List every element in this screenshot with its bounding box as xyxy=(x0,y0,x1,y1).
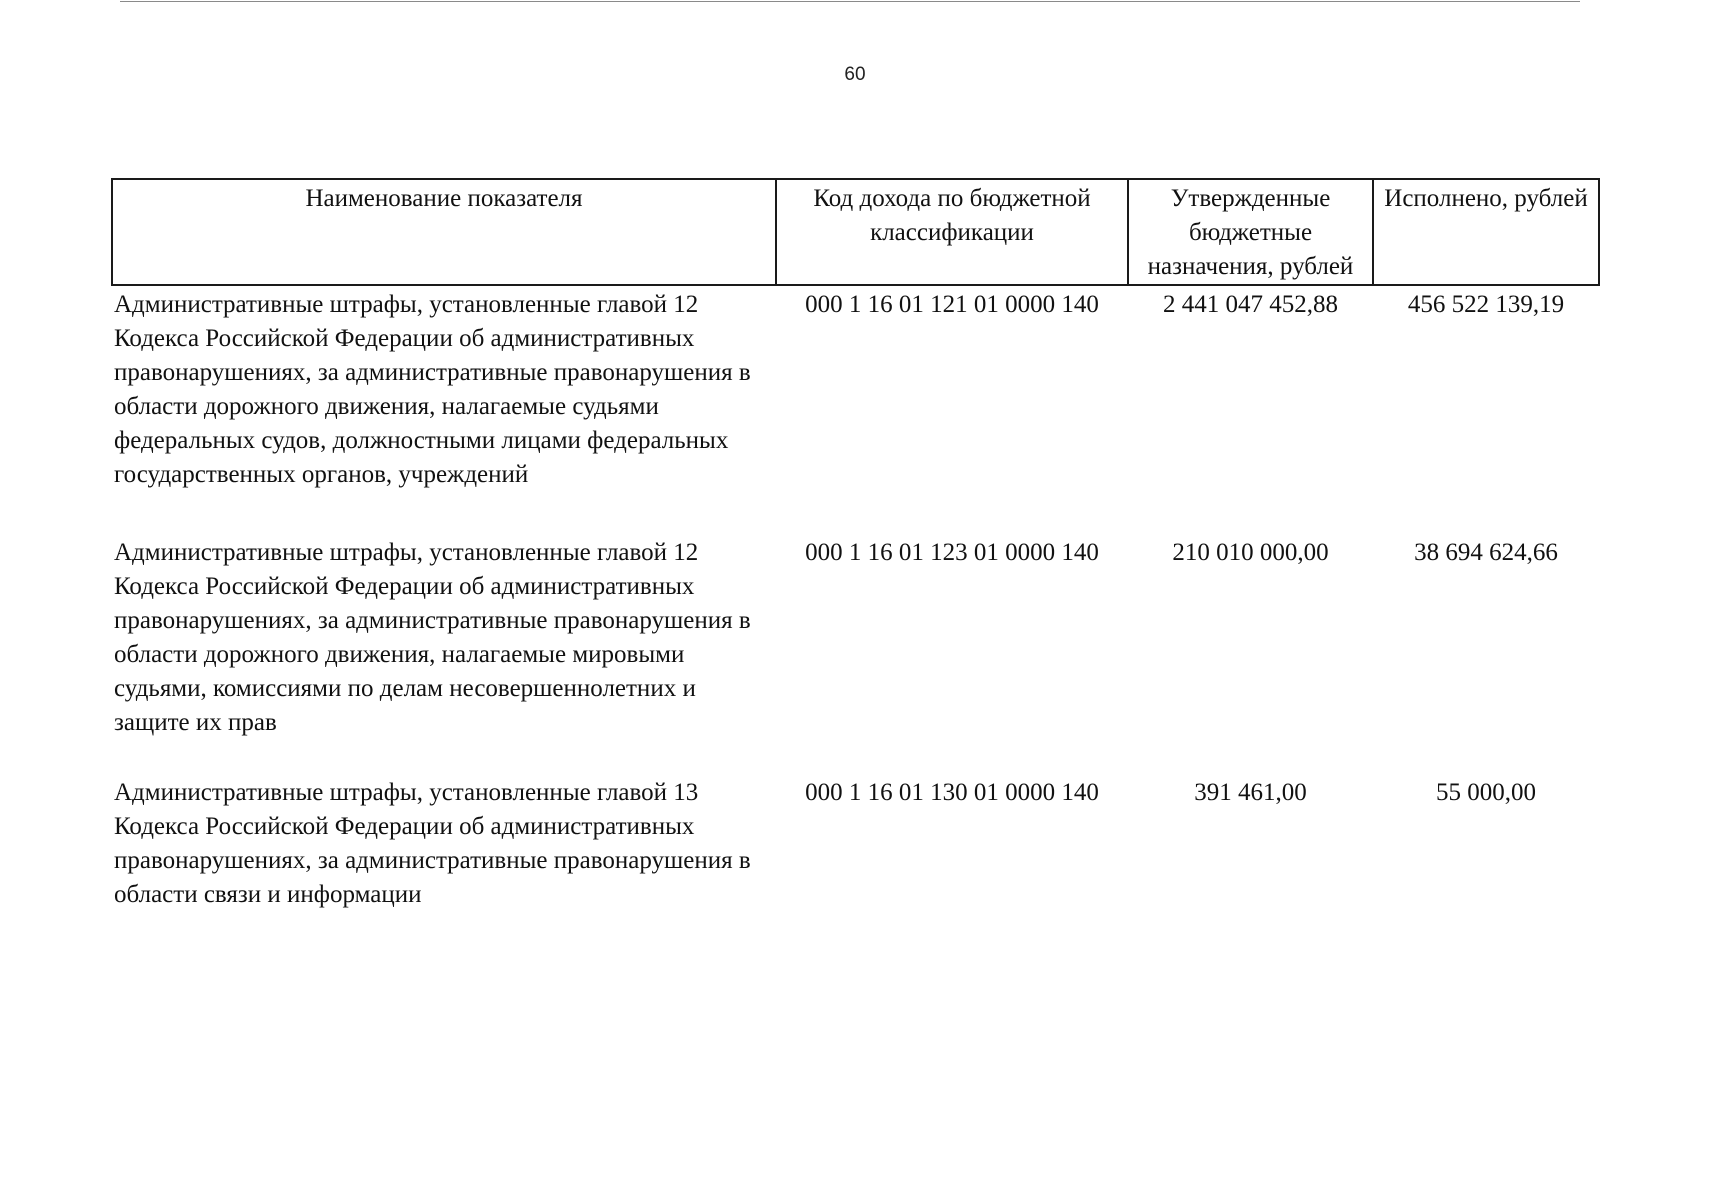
header-revenue-code: Код дохода по бюджетной классификации xyxy=(776,179,1128,285)
page-number: 60 xyxy=(844,64,866,85)
table-header xyxy=(112,179,1599,285)
top-rule xyxy=(120,1,1580,2)
revenue-code-cell: 000 1 16 01 130 01 0000 140 xyxy=(805,779,1099,806)
table-body xyxy=(112,285,1599,956)
revenue-code-cell: 000 1 16 01 123 01 0000 140 xyxy=(805,539,1099,566)
approved-amount-cell: 391 461,00 xyxy=(1194,779,1307,806)
executed-amount-cell: 38 694 624,66 xyxy=(1414,539,1558,566)
indicator-name-cell: Административные штрафы, установленные главой 13 Кодекса Российской Федерации об административных правонарушениях, за административные правонарушения в области связи и информации xyxy=(114,779,751,908)
approved-amount-cell: 210 010 000,00 xyxy=(1172,539,1329,566)
approved-amount-cell: 2 441 047 452,88 xyxy=(1163,291,1338,318)
revenue-code-cell: 000 1 16 01 121 01 0000 140 xyxy=(805,291,1099,318)
header-row xyxy=(112,179,1599,285)
indicator-name-cell: Административные штрафы, установленные главой 12 Кодекса Российской Федерации об административных правонарушениях, за административные правонарушения в области дорожного движения, налагаемые судьями федеральных судов, должностными лицами федеральных государственных органов, учреждений xyxy=(114,291,751,488)
table-row xyxy=(112,536,1599,776)
table-row xyxy=(112,776,1599,956)
header-executed-amount: Исполнено, рублей xyxy=(1373,179,1599,285)
executed-amount-cell: 55 000,00 xyxy=(1436,779,1536,806)
table-row xyxy=(112,285,1599,536)
header-indicator-name: Наименование показателя xyxy=(112,179,776,285)
header-approved-amount: Утвержденные бюджетные назначения, рублей xyxy=(1128,179,1373,285)
indicator-name-cell: Административные штрафы, установленные главой 12 Кодекса Российской Федерации об административных правонарушениях, за административные правонарушения в области дорожного движения, налагаемые мировыми судьями, комиссиями по делам несовершеннолетних и защите их прав xyxy=(114,539,751,736)
budget-revenue-table xyxy=(111,178,1600,956)
executed-amount-cell: 456 522 139,19 xyxy=(1407,291,1565,318)
